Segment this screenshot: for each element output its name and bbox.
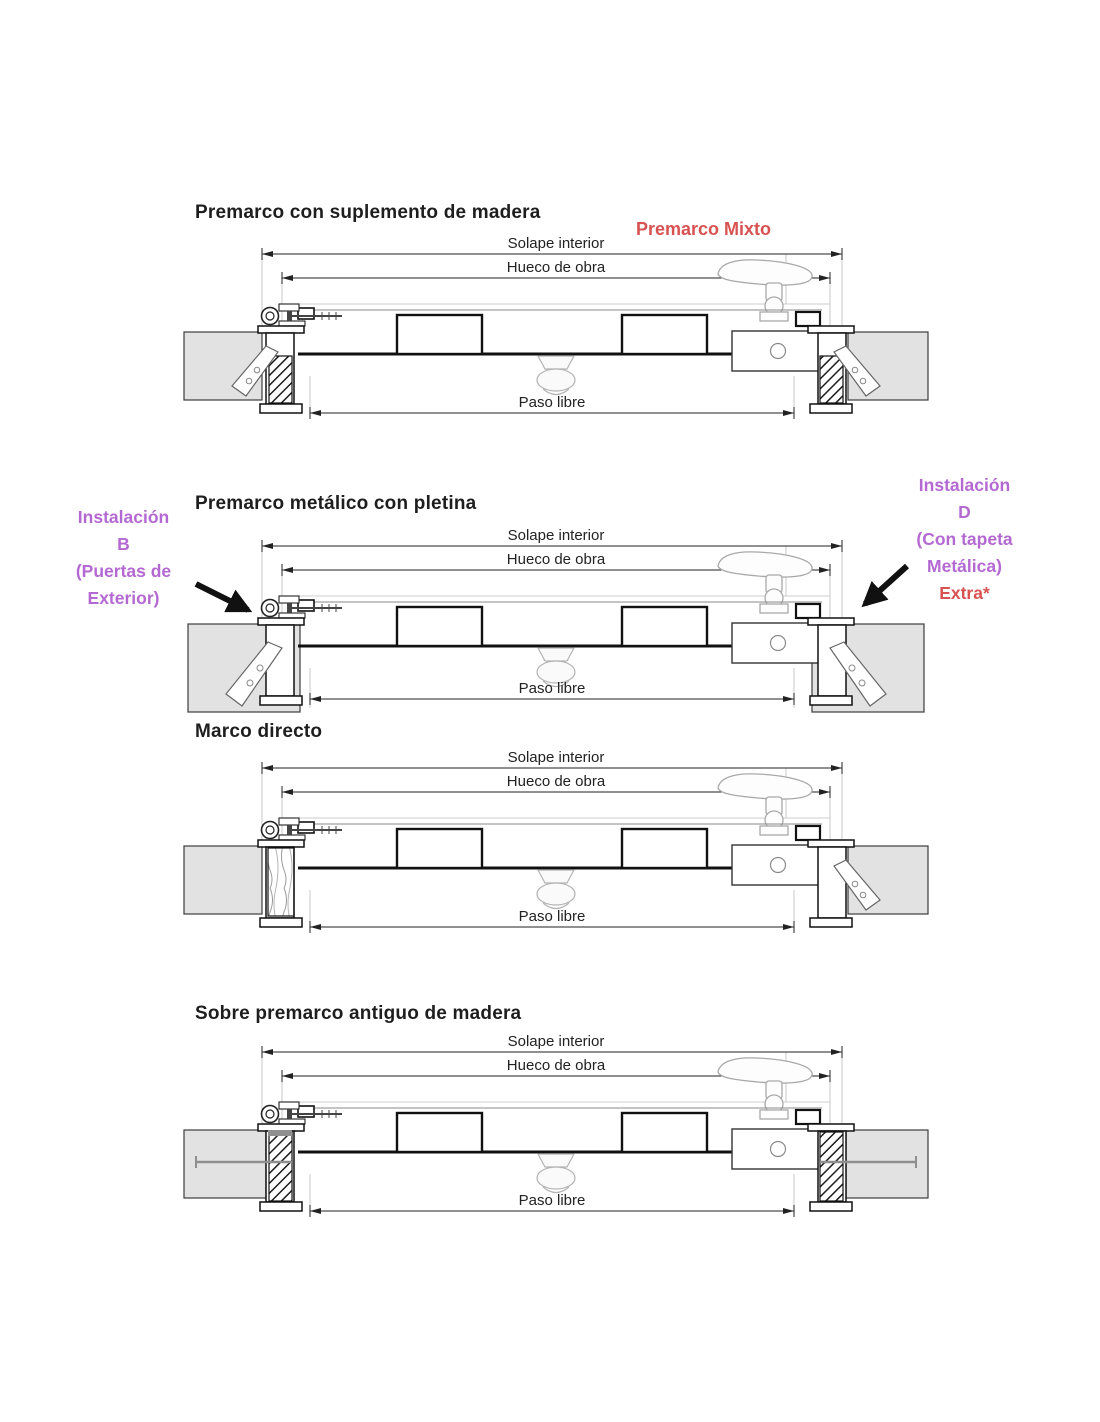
dim-hueco-de-obra: Hueco de obra — [506, 1057, 606, 1074]
section-title-sobre-premarco-antiguo: Sobre premarco antiguo de madera — [195, 1003, 522, 1024]
annotation-line: (Con tapeta — [916, 529, 1013, 549]
annotation-line: Instalación — [77, 507, 170, 527]
dim-solape-interior: Solape interior — [507, 235, 605, 252]
dim-paso-libre: Paso libre — [518, 680, 586, 697]
dim-solape-interior: Solape interior — [507, 749, 605, 766]
annotation-line: D — [958, 502, 971, 522]
wood-supplement-right — [820, 356, 843, 403]
label-premarco-mixto: Premarco Mixto — [636, 219, 772, 239]
annotation-line: Instalación — [918, 475, 1011, 495]
dim-solape-interior: Solape interior — [507, 527, 605, 544]
wood-stud-left — [268, 848, 294, 916]
annotation-line: Exterior) — [87, 588, 160, 608]
shim-block — [268, 1130, 292, 1136]
old-wood-premarco-left — [269, 1132, 292, 1201]
dim-hueco-de-obra: Hueco de obra — [506, 551, 606, 568]
annotation-extra: Extra* — [939, 583, 990, 603]
left-wall — [184, 846, 262, 914]
dim-hueco-de-obra: Hueco de obra — [506, 773, 606, 790]
dim-paso-libre: Paso libre — [518, 908, 586, 925]
annotation-line: (Puertas de — [75, 561, 172, 581]
dim-paso-libre: Paso libre — [518, 394, 586, 411]
dim-paso-libre: Paso libre — [518, 1192, 586, 1209]
diagram-premarco-suplemento — [182, 234, 930, 426]
section-title-marco-directo: Marco directo — [195, 721, 323, 742]
section-title-premarco-metalico: Premarco metálico con pletina — [195, 493, 477, 514]
wood-supplement-left — [269, 356, 292, 403]
old-wood-premarco-right — [820, 1132, 843, 1201]
dim-solape-interior: Solape interior — [507, 1033, 605, 1050]
diagram-premarco-metalico — [182, 526, 930, 718]
annotation-line: Metálica) — [927, 556, 1002, 576]
section-title-premarco-suplemento: Premarco con suplemento de madera — [195, 202, 541, 223]
annotation-line: B — [117, 534, 130, 554]
dim-hueco-de-obra: Hueco de obra — [506, 259, 606, 276]
diagram-sobre-premarco-antiguo — [182, 1032, 930, 1224]
diagram-marco-directo — [182, 748, 930, 940]
